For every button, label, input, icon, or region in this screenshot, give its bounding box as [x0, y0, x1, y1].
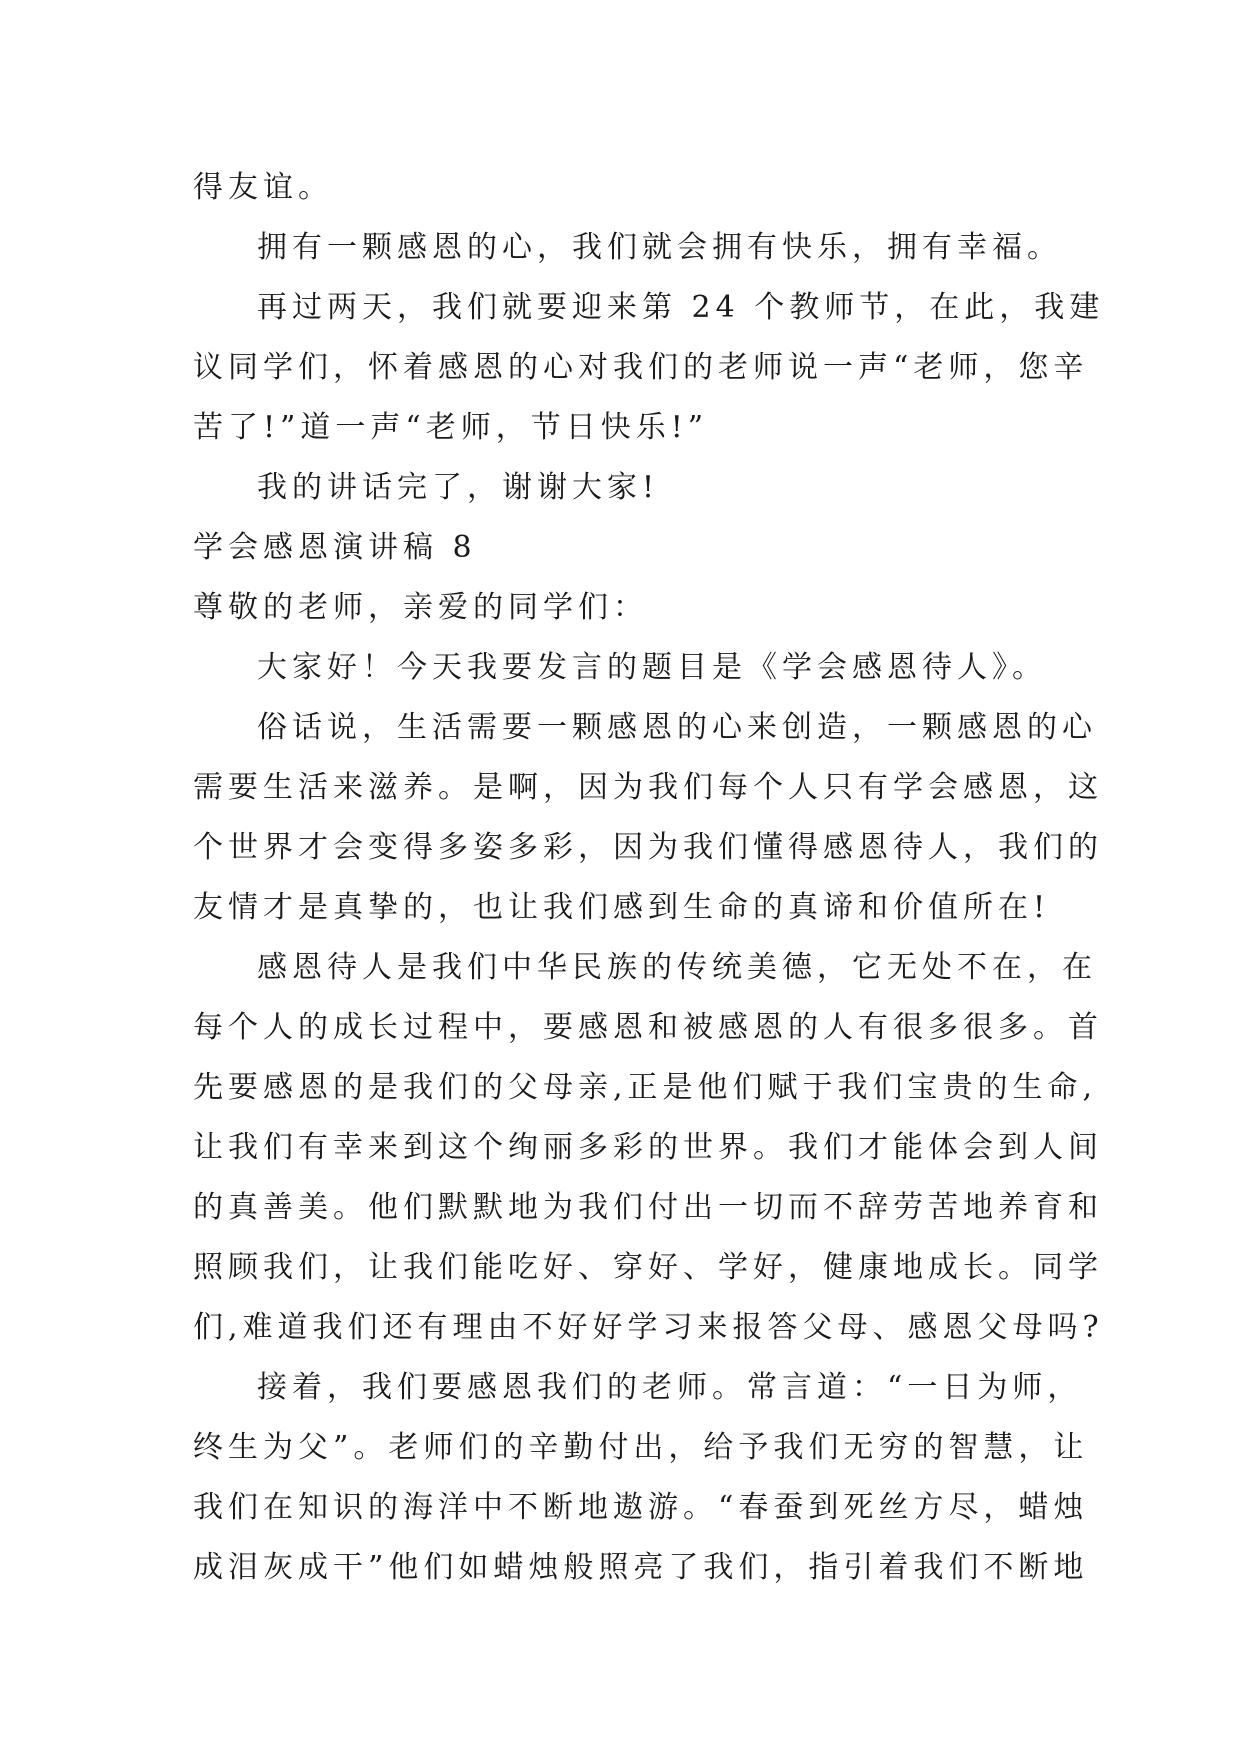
text-line: 得友谊。 [193, 170, 333, 205]
text-line: 们,难道我们还有理由不好好学习来报答父母、感恩父母吗? [193, 1310, 1104, 1345]
text-line: 我们在知识的海洋中不断地遨游。“春蚕到死丝方尽，蜡烛 [193, 1490, 1089, 1525]
text-line: 俗话说，生活需要一颗感恩的心来创造，一颗感恩的心 [257, 710, 1097, 745]
text-line: 的真善美。他们默默地为我们付出一切而不辞劳苦地养育和 [193, 1190, 1103, 1225]
text-line: 苦了!”道一声“老师，节日快乐!” [193, 410, 709, 445]
text-line: 再过两天，我们就要迎来第 24 个教师节，在此，我建 [257, 290, 1105, 325]
text-line: 每个人的成长过程中，要感恩和被感恩的人有很多很多。首 [193, 1010, 1103, 1045]
text-line: 接着，我们要感恩我们的老师。常言道：“一日为师， [257, 1370, 1083, 1405]
text-line: 需要生活来滋养。是啊，因为我们每个人只有学会感恩，这 [193, 770, 1103, 805]
text-line: 我的讲话完了，谢谢大家! [257, 470, 660, 505]
text-line: 友情才是真挚的，也让我们感到生命的真谛和价值所在! [193, 890, 1051, 925]
text-line: 个世界才会变得多姿多彩，因为我们懂得感恩待人，我们的 [193, 830, 1103, 865]
text-line: 大家好！今天我要发言的题目是《学会感恩待人》。 [257, 650, 1047, 685]
text-line: 拥有一颗感恩的心，我们就会拥有快乐，拥有幸福。 [257, 230, 1062, 265]
text-line: 议同学们，怀着感恩的心对我们的老师说一声“老师，您辛 [193, 350, 1089, 385]
text-line: 成泪灰成干”他们如蜡烛般照亮了我们，指引着我们不断地 [193, 1550, 1089, 1585]
section-title: 学会感恩演讲稿 8 [193, 530, 477, 565]
text-line: 照顾我们，让我们能吃好、穿好、学好，健康地成长。同学 [193, 1250, 1103, 1285]
salutation: 尊敬的老师，亲爱的同学们： [193, 590, 648, 625]
text-line: 感恩待人是我们中华民族的传统美德，它无处不在，在 [257, 950, 1097, 985]
text-line: 让我们有幸来到这个绚丽多彩的世界。我们才能体会到人间 [193, 1130, 1103, 1165]
document-body [193, 158, 1105, 1598]
text-line: 终生为父”。老师们的辛勤付出，给予我们无穷的智慧，让 [193, 1430, 1089, 1465]
text-line: 先要感恩的是我们的父母亲,正是他们赋于我们宝贵的生命, [193, 1070, 1098, 1105]
